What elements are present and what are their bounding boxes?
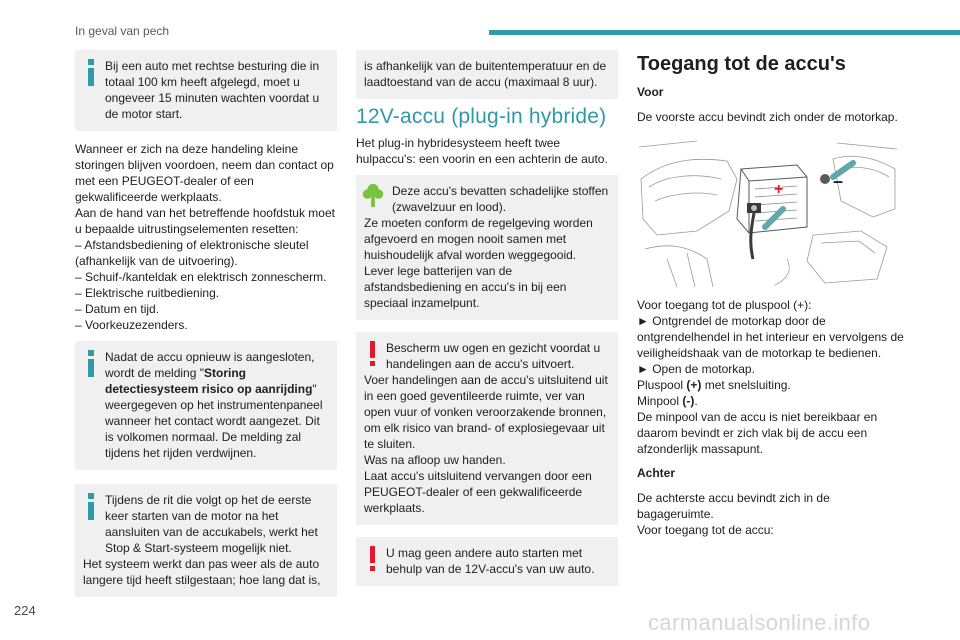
paragraph: De voorste accu bevindt zich onder de motorkap. <box>637 110 898 124</box>
column-1 <box>75 50 337 607</box>
eco-box-text: Deze accu's bevatten schadelijke stoffen (zwavelzuur en lood). <box>392 184 609 214</box>
engine-bay-illustration <box>637 139 899 289</box>
paragraph: Minpool (-). <box>637 394 698 408</box>
list-item: – Elektrische ruitbediening. <box>75 286 220 300</box>
warning-box-text: Laat accu's uitsluitend vervangen door een PEUGEOT-dealer of een gekwalificeerde werkplaats. <box>364 469 592 515</box>
info-icon <box>83 492 99 524</box>
column-2 <box>356 50 618 596</box>
paragraph: Voor toegang tot de accu: <box>637 523 774 537</box>
info-box-continued <box>356 50 618 99</box>
page-number: 224 <box>14 603 36 618</box>
warning-box-text: U mag geen andere auto starten met behulp van de 12V-accu's van uw auto. <box>386 546 595 576</box>
info-box-text: Tijdens de rit die volgt op het de eerste keer starten van de motor na het aansluiten van de accukabels, werkt het Stop & Start-systeem mogelijk niet. <box>105 493 318 555</box>
header-section-title: In geval van pech <box>75 24 170 38</box>
info-icon <box>83 58 99 90</box>
paragraph: Voor toegang tot de pluspool (+): <box>637 298 812 312</box>
eco-box-text: Ze moeten conform de regelgeving worden afgevoerd en mogen nooit samen met huishoudelijk afval worden weggegooid. <box>364 216 593 262</box>
eco-box <box>356 175 618 320</box>
list-item: – Datum en tijd. <box>75 302 160 316</box>
warning-box-text: Bescherm uw ogen en gezicht voordat u handelingen aan de accu's uitvoert. <box>386 341 601 371</box>
illustration-minus-label: – <box>833 171 844 191</box>
list-item: – Voorkeuzezenders. <box>75 318 188 332</box>
warning-icon <box>364 545 380 577</box>
info-box-text: Het systeem werkt dan pas weer als de auto langere tijd heeft stilgestaan; hoe lang dat is, <box>83 557 321 587</box>
info-box-text: Nadat de accu opnieuw is aangesloten, wordt de melding "Storing detectiesysteem risico op aanrijding" weergegeven op het instrumentenpaneel wanneer het contact wordt aangezet. Dit is volkomen normaal. De melding zal tijdens het rijden verdwijnen. <box>105 350 323 460</box>
info-box-right-hand-drive <box>75 50 337 131</box>
section-title: 12V-accu (plug-in hybride) <box>356 105 607 128</box>
info-box-text: Bij een auto met rechtse besturing die in totaal 100 km heeft afgelegd, moet u ongeveer 15 minuten wachten voordat u de motor start. <box>105 59 320 121</box>
eco-tree-icon <box>362 182 384 208</box>
list-item: – Schuif-/kanteldak en elektrisch zonnescherm. <box>75 270 327 284</box>
paragraph: Pluspool (+) met snelsluiting. <box>637 378 791 392</box>
paragraph: Aan de hand van het betreffende hoofdstuk moet u bepaalde uitrustingselementen resetten: <box>75 206 335 236</box>
subheading-voor: Voor <box>637 85 664 99</box>
column-3 <box>637 50 905 538</box>
paragraph: Wanneer er zich na deze handeling kleine storingen blijven voordoen, neem dan contact op met een PEUGEOT-dealer of een gekwalificeerde werkplaats. <box>75 142 334 204</box>
watermark: carmanualsonline.info <box>648 610 871 635</box>
info-box-stop-start <box>75 484 337 597</box>
warning-icon <box>364 340 380 372</box>
info-icon <box>83 349 99 381</box>
intro-paragraph: Het plug-in hybridesysteem heeft twee hulpaccu's: een voorin en een achterin de auto. <box>356 136 608 166</box>
warning-box-text: Was na afloop uw handen. <box>364 453 506 467</box>
illustration-plus-label: + <box>774 181 784 198</box>
warning-box-safety <box>356 332 618 525</box>
paragraph: De minpool van de accu is niet bereikbaar en daarom bevindt er zich vlak bij de accu een afzonderlijk massapunt. <box>637 410 878 456</box>
instruction-step: ► Open de motorkap. <box>637 362 755 376</box>
access-title: Toegang tot de accu's <box>637 53 846 75</box>
info-box-warning-message <box>75 341 337 470</box>
list-item: – Afstandsbediening of elektronische sleutel (afhankelijk van de uitvoering). <box>75 238 309 268</box>
info-box-text: is afhankelijk van de buitentemperatuur en de laadtoestand van de accu (maximaal 8 uur). <box>364 59 607 89</box>
eco-box-text: Lever lege batterijen van de afstandsbediening en accu's in bij een speciaal inzamelpunt. <box>364 264 567 310</box>
instruction-step: ► Ontgrendel de motorkap door de ontgrendelhendel in het interieur en vervolgens de veiligheidshaak van de motorkap te bedienen. <box>637 314 904 360</box>
subheading-achter: Achter <box>637 466 676 480</box>
warning-box-jumpstart <box>356 537 618 586</box>
warning-box-text: Voer handelingen aan de accu's uitsluitend uit in een goed geventileerde ruimte, ver van open vuur of vonken veroorzakende bronnen, om elk risico van brand- of explosiegevaar uit te sluiten. <box>364 373 608 451</box>
paragraph: De achterste accu bevindt zich in de bagageruimte. <box>637 491 830 521</box>
header-accent-bar <box>489 30 960 35</box>
